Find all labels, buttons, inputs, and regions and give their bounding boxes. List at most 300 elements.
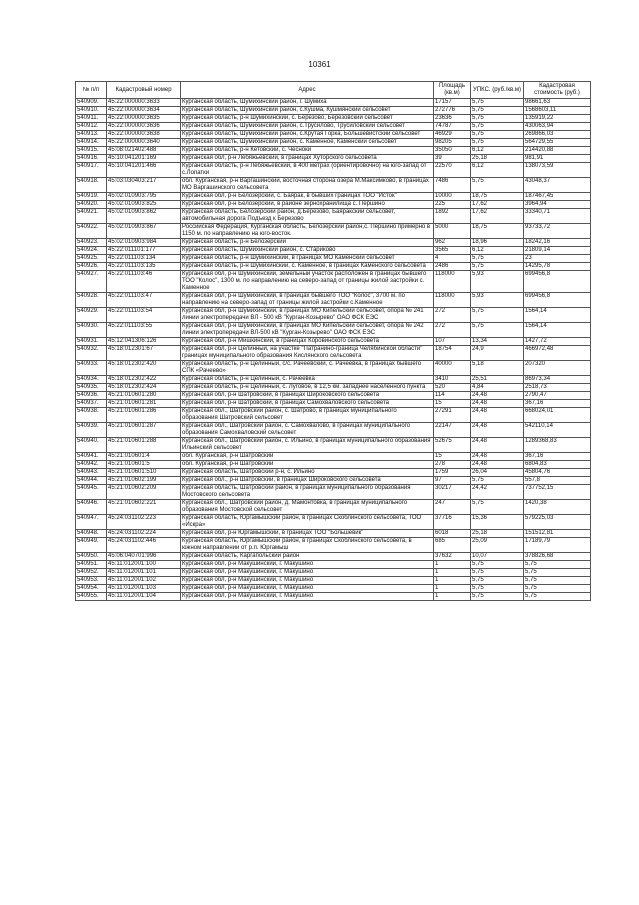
area-cell: 7486 [434,178,471,193]
cadastral-value-cell: 86973,34 [524,376,591,384]
cadastral-number-cell: 45:21:010602:221 [107,500,181,515]
address-cell: Курганская обл, р-н Макушинский, г. Макушино [181,577,434,585]
row-number-cell: 540946. [76,500,107,515]
upks-cell: 25,18 [471,155,524,163]
cadastral-value-cell: 378826,68 [524,553,591,561]
area-cell: 10000 [434,193,471,201]
upks-cell: 24,48 [471,392,524,400]
area-cell: 98205 [434,139,471,147]
cadastral-number-cell: 45:18:012302:422 [107,376,181,384]
upks-cell: 13,34 [471,338,524,346]
cadastral-number-cell: 45:24:031102:224 [107,530,181,538]
table-row [76,178,591,193]
cadastral-number-cell: 45:22:011103:135 [107,263,181,271]
address-cell: обл. Курганская, р-н Варгашинский, восточная сторона озера М.Максимково, в границах МО Варгашинского сельсовета [181,178,434,193]
cadastral-value-cell: 21809,14 [524,247,591,255]
area-cell: 23636 [434,115,471,123]
area-cell: 4 [434,255,471,263]
cadastral-number-cell: 45:18:012302:420 [107,361,181,376]
area-cell: 15 [434,400,471,408]
address-cell: Курганская обл., р-н Шатровский, в границах Широковского сельсовета [181,477,434,485]
cadastral-number-cell: 45:22:011103:46 [107,271,181,293]
upks-cell: 5,75 [471,585,524,593]
row-number-cell: 540917. [76,163,107,178]
address-cell: Курганская обл, р-н Шатровский, в границах Широковского сельсовета [181,392,434,400]
cadastral-value-cell: 1568603,11 [524,107,591,115]
cadastral-number-cell: 45:21:010601:5 [107,461,181,469]
area-cell: 30217 [434,485,471,500]
upks-cell: 24,9 [471,346,524,361]
upks-cell: 24,48 [471,461,524,469]
table-row [76,423,591,438]
row-number-cell: 540937. [76,400,107,408]
area-cell: 962 [434,239,471,247]
address-cell: Курганская обл, р-н Макушинский, г. Макушино [181,593,434,601]
cadastral-number-cell: 45:21:010601:286 [107,408,181,423]
table-row [76,500,591,515]
area-cell: 97 [434,477,471,485]
address-cell: обл. Курганская, р-н Шатровский [181,461,434,469]
upks-cell: 4,84 [471,384,524,392]
upks-cell: 5,75 [471,123,524,131]
row-number-cell: 540948. [76,530,107,538]
area-cell: 1892 [434,209,471,224]
cadastral-value-cell: 2518,73 [524,384,591,392]
address-cell: Курганская обл, р-н Белозерский, в районе зернохранилища с. Першино [181,201,434,209]
cadastral-number-cell: 45:02:010903:867 [107,224,181,239]
row-number-cell: 540918. [76,178,107,193]
address-cell: Курганская область, Шатровский район, в границах муниципального образования Мостовского сельсовета [181,485,434,500]
cadastral-number-cell: 45:12:041306:126 [107,338,181,346]
cadastral-number-cell: 45:02:010903:825 [107,201,181,209]
cadastral-value-cell: 33340,71 [524,209,591,224]
cadastral-value-cell: 668024,01 [524,408,591,423]
address-cell: Курганская обл, р-н Макушинский, г. Макушино [181,569,434,577]
upks-cell: 5,75 [471,263,524,271]
upks-cell: 5,75 [471,107,524,115]
address-cell: Курганская область, р-н Кетовский, с. Чесноки [181,147,434,155]
area-cell: 685 [434,538,471,553]
table-row [76,477,591,485]
table-row [76,376,591,384]
cadastral-value-cell: 6804,83 [524,461,591,469]
cadastral-value-cell: 542110,14 [524,423,591,438]
cadastral-value-cell: 17189,79 [524,538,591,553]
cadastral-number-cell: 45:24:031102:223 [107,515,181,530]
area-cell: 272 [434,323,471,338]
area-cell: 1759 [434,469,471,477]
page-number: 10361 [308,60,331,69]
cadastral-value-cell: 5,75 [524,569,591,577]
cadastral-value-cell: 5,75 [524,561,591,569]
cadastral-number-cell: 45:22:000000:3638 [107,131,181,139]
table-row [76,201,591,209]
area-cell: 15 [434,453,471,461]
row-number-cell: 540910. [76,107,107,115]
table-row [76,469,591,477]
upks-cell: 18,75 [471,193,524,201]
upks-cell: 25,18 [471,530,524,538]
upks-cell: 5,75 [471,255,524,263]
area-cell: 1 [434,577,471,585]
upks-cell: 5,75 [471,500,524,515]
row-number-cell: 540919. [76,193,107,201]
row-number-cell: 540938. [76,408,107,423]
row-number-cell: 540924. [76,247,107,255]
cadastral-value-cell: 1289368,83 [524,438,591,453]
cadastral-number-cell: 45:22:011103:47 [107,293,181,308]
cadastral-number-cell: 45:11:012001:103 [107,585,181,593]
row-number-cell: 540951. [76,561,107,569]
cadastral-number-cell: 45:11:012001:102 [107,577,181,585]
area-cell: 27291 [434,408,471,423]
cadastral-number-cell: 45:11:012001:101 [107,569,181,577]
upks-cell: 18,75 [471,224,524,239]
area-cell: 40000 [434,361,471,376]
table-row [76,323,591,338]
table-row [76,193,591,201]
cadastral-value-cell: 43048,37 [524,178,591,193]
address-cell: Курганская область, Белозерский район, д.Березово, Баяракский сельсовет, автомобильная дорога Подъезд к Березово [181,209,434,224]
header-upks: УПКС. (руб./кв.м) [471,82,524,99]
area-cell: 37632 [434,553,471,561]
upks-cell: 5,75 [471,477,524,485]
upks-cell: 5,18 [471,361,524,376]
table-row [76,263,591,271]
cadastral-value-cell: 1564,14 [524,308,591,323]
cadastral-number-cell: 45:24:031102:446 [107,538,181,553]
upks-cell: 6,12 [471,163,524,178]
address-cell: Курганская область, р-н Лебяжьевский, в 400 метрах (ориентировочно) на юго-запад от с.Лопатки [181,163,434,178]
table-row [76,438,591,453]
table-row [76,408,591,423]
row-number-cell: 540921. [76,209,107,224]
area-cell: 520 [434,384,471,392]
cadastral-value-cell: 45804,76 [524,469,591,477]
upks-cell: 5,93 [471,293,524,308]
cadastral-number-cell: 45:22:000000:3633 [107,99,181,107]
upks-cell: 5,75 [471,115,524,123]
area-cell: 35050 [434,147,471,155]
area-cell: 1 [434,569,471,577]
area-cell: 3410 [434,376,471,384]
table-row [76,593,591,601]
area-cell: 1 [434,561,471,569]
address-cell: Курганская обл., Шатровский район, д. Мамонтовка, в границах муниципального образования Мостовской сельсовет [181,500,434,515]
area-cell: 3565 [434,247,471,255]
row-number-cell: 540914. [76,139,107,147]
table-row [76,247,591,255]
address-cell: Курганская область, р-н Шумихинский, с. Березово, Березовский сельсовет [181,115,434,123]
row-number-cell: 540932. [76,346,107,361]
cadastral-number-cell: 45:18:012301:67 [107,346,181,361]
address-cell: Курганская область, Шумихинский район, с. Каменное, Каменский сельсовет [181,139,434,147]
cadastral-number-cell: 45:21:010601:281 [107,400,181,408]
address-cell: Курганская обл, р-н Шумихинский, земельный участок расположен в границах бывшего ТОО "Колос", 1300 м. по направлению на северо-запад от границы жилой застройки с. Каменное [181,271,434,293]
row-number-cell: 540953. [76,577,107,585]
cadastral-value-cell: 23 [524,255,591,263]
cadastral-number-cell: 45:22:000000:3634 [107,107,181,115]
cadastral-number-cell: 45:22:011103:134 [107,255,181,263]
area-cell: 18754 [434,346,471,361]
address-cell: Курганская обл, р-н Макушинский, г. Макушино [181,561,434,569]
table-row [76,485,591,500]
address-cell: Курганская область, Каргапольский район [181,553,434,561]
row-number-cell: 540909. [76,99,107,107]
row-number-cell: 540926. [76,263,107,271]
cadastral-value-cell: 579225,03 [524,515,591,530]
table-row [76,569,591,577]
upks-cell: 5,75 [471,131,524,139]
upks-cell: 17,62 [471,201,524,209]
row-number-cell: 540945. [76,485,107,500]
cadastral-number-cell: 45:21:010601:287 [107,423,181,438]
area-cell: 1 [434,585,471,593]
row-number-cell: 540931. [76,338,107,346]
cadastral-value-cell: 5,75 [524,577,591,585]
address-cell: Курганская область, Шумихинский район, с. Стариково [181,247,434,255]
address-cell: Курганская область, Шумихинский район, г. Шумиха [181,99,434,107]
upks-cell: 18,96 [471,239,524,247]
cadastral-value-cell: 430063,94 [524,123,591,131]
area-cell: 225 [434,201,471,209]
cadastral-value-cell: 367,16 [524,400,591,408]
cadastral-value-cell: 557,8 [524,477,591,485]
table-row [76,553,591,561]
row-number-cell: 540927. [76,271,107,293]
upks-cell: 5,75 [471,577,524,585]
address-cell: Курганская область, Юргамышский район, в границах Скоблинского сельсовета, в южном направлении от р.п. Юргамыш [181,538,434,553]
address-cell: Курганская обл, р-н Макушинский, г. Макушино [181,585,434,593]
row-number-cell: 540939. [76,423,107,438]
address-cell: обл. Курганская, р-н Шатровский [181,453,434,461]
cadastral-number-cell: 45:11:012001:104 [107,593,181,601]
table-row [76,123,591,131]
cadastral-value-cell: 1427,72 [524,338,591,346]
cadastral-value-cell: 1420,38 [524,500,591,515]
upks-cell: 24,48 [471,453,524,461]
cadastral-number-cell: 45:21:010601:4 [107,453,181,461]
cadastral-value-cell: 3964,94 [524,201,591,209]
cadastral-value-cell: 5,75 [524,593,591,601]
cadastral-value-cell: 699456,8 [524,293,591,308]
upks-cell: 24,48 [471,423,524,438]
address-cell: Курганская обл, р-н Целинный, на участке "Патранино-граница Челябинской области" границах муниципального образования Кислянского сельсовета [181,346,434,361]
row-number-cell: 540913. [76,131,107,139]
table-row [76,131,591,139]
cadastral-number-cell: 45:22:000000:3636 [107,123,181,131]
cadastral-value-cell: 2790,47 [524,392,591,400]
table-row [76,361,591,376]
address-cell: Курганская область, р-н Шумихинский, с. Каменное, в границах Каменского сельсовета [181,263,434,271]
table-row [76,107,591,115]
row-number-cell: 540950. [76,553,107,561]
row-number-cell: 540940. [76,438,107,453]
table-row [76,139,591,147]
table-row [76,461,591,469]
cadastral-number-cell: 45:03:030403:217 [107,178,181,193]
table-row [76,163,591,178]
area-cell: 17157 [434,99,471,107]
row-number-cell: 540911. [76,115,107,123]
upks-cell: 6,12 [471,147,524,155]
cadastral-value-cell: 737752,15 [524,485,591,500]
table-row [76,99,591,107]
table-row [76,255,591,263]
area-cell: 2486 [434,263,471,271]
address-cell: Курганская область, р-н Целинный, с. Рачеевка [181,376,434,384]
cadastral-value-cell: 207320 [524,361,591,376]
table-row [76,515,591,530]
cadastral-number-cell: 45:11:012001:100 [107,561,181,569]
upks-cell: 24,42 [471,485,524,500]
cadastral-number-cell: 45:21:010602:209 [107,485,181,500]
row-number-cell: 540920. [76,201,107,209]
address-cell: Курганская обл, р-н Шатровский, в границах Самохваловского сельсовета [181,400,434,408]
upks-cell: 5,75 [471,561,524,569]
cadastral-number-cell: 45:06:040701:996 [107,553,181,561]
address-cell: Курганская обл, р-н Мишкинский, в границах Коровинского сельсовета [181,338,434,346]
area-cell: 118000 [434,271,471,293]
row-number-cell: 540923. [76,239,107,247]
row-number-cell: 540944. [76,477,107,485]
row-number-cell: 540916. [76,155,107,163]
address-cell: Курганская обл., Шатровский район, с. Ильино, в границах муниципального образования Ильинский сельсовет [181,438,434,453]
table-row [76,453,591,461]
table-row [76,384,591,392]
area-cell: 272 [434,308,471,323]
cadastral-value-cell: 151512,81 [524,530,591,538]
header-cadastral-number: Кадастровый номер [107,82,181,99]
table-row [76,346,591,361]
cadastral-value-cell: 699456,8 [524,271,591,293]
area-cell: 52675 [434,438,471,453]
area-cell: 22147 [434,423,471,438]
upks-cell: 24,48 [471,408,524,423]
area-cell: 39 [434,155,471,163]
upks-cell: 5,75 [471,308,524,323]
upks-cell: 26,04 [471,469,524,477]
upks-cell: 25,09 [471,538,524,553]
header-area: Площадь (кв.м) [434,82,471,99]
row-number-cell: 540955. [76,593,107,601]
row-number-cell: 540915. [76,147,107,155]
row-number-cell: 540949. [76,538,107,553]
row-number-cell: 540928. [76,293,107,308]
address-cell: Курганская обл., Шатровский район, с. Шатрово, в границах муниципального образования Шатровский сельсовет [181,408,434,423]
table-row [76,147,591,155]
row-number-cell: 540941. [76,453,107,461]
table-row [76,530,591,538]
row-number-cell: 540912. [76,123,107,131]
row-number-cell: 540930. [76,323,107,338]
cadastral-table [75,81,591,601]
upks-cell: 5,75 [471,593,524,601]
cadastral-value-cell: 187467,45 [524,193,591,201]
header-address: Адрес [181,82,434,99]
address-cell: Курганская область, Шумихинский район, с.Крутая Горка, Большевистский сельсовет [181,131,434,139]
address-cell: Курганская область, Шатровский р-н, с. Ильино [181,469,434,477]
table-row [76,224,591,239]
cadastral-value-cell: 98661,63 [524,99,591,107]
cadastral-number-cell: 45:10:041201:466 [107,163,181,178]
table-row [76,115,591,123]
address-cell: Курганская область, Юргамышский район, в границах Скоблинского сельсовета, ТОО «Искра» [181,515,434,530]
area-cell: 107 [434,338,471,346]
cadastral-number-cell: 45:22:011103:54 [107,308,181,323]
row-number-cell: 540954. [76,585,107,593]
area-cell: 278 [434,461,471,469]
upks-cell: 24,48 [471,400,524,408]
upks-cell: 5,93 [471,271,524,293]
cadastral-number-cell: 45:22:011101:177 [107,247,181,255]
table-header-row [76,82,591,99]
cadastral-value-cell: 367,16 [524,453,591,461]
cadastral-number-cell: 45:08:021402:488 [107,147,181,155]
cadastral-value-cell: 5,75 [524,585,591,593]
cadastral-number-cell: 45:21:010601:510 [107,469,181,477]
cadastral-value-cell: 564729,55 [524,139,591,147]
table-row [76,338,591,346]
cadastral-value-cell: 981,91 [524,155,591,163]
address-cell: Российская Федерация, Курганская область, Белозерский район,с. Першино примерно в 1150 м. по направлению на юго-восток. [181,224,434,239]
upks-cell: 5,75 [471,139,524,147]
cadastral-number-cell: 45:10:041201:169 [107,155,181,163]
address-cell: Курганская обл, р-н Юргамышский, в границах ТОО "Большевик" [181,530,434,538]
area-cell: 6018 [434,530,471,538]
area-cell: 118000 [434,293,471,308]
row-number-cell: 540942. [76,461,107,469]
address-cell: Курганская область, р-н Целинный, с. Луговое, в 12,5 км. западнее населенного пункта [181,384,434,392]
cadastral-number-cell: 45:22:000000:3635 [107,115,181,123]
table-row [76,308,591,323]
upks-cell: 10,07 [471,553,524,561]
header-number: № п/п [76,82,107,99]
upks-cell: 5,75 [471,178,524,193]
row-number-cell: 540943. [76,469,107,477]
row-number-cell: 540936. [76,392,107,400]
upks-cell: 6,12 [471,247,524,255]
cadastral-number-cell: 45:21:010602:199 [107,477,181,485]
area-cell: 272776 [434,107,471,115]
upks-cell: 5,75 [471,569,524,577]
cadastral-number-cell: 45:22:000000:3640 [107,139,181,147]
row-number-cell: 540933. [76,361,107,376]
cadastral-number-cell: 45:02:010903:984 [107,239,181,247]
area-cell: 46929 [434,131,471,139]
header-cadastral-value: Кадастровая стоимость (руб.) [524,82,591,99]
table-row [76,538,591,553]
upks-cell: 25,51 [471,376,524,384]
address-cell: Курганская область, Шумихинский район, с.Кушма, Кушмянский сельсовет [181,107,434,115]
row-number-cell: 540947. [76,515,107,530]
cadastral-value-cell: 138073,59 [524,163,591,178]
area-cell: 114 [434,392,471,400]
cadastral-number-cell: 45:21:010601:280 [107,392,181,400]
cadastral-number-cell: 45:21:010601:288 [107,438,181,453]
cadastral-value-cell: 269866,03 [524,131,591,139]
address-cell: Курганская область, р-н Шумихинский, в границах МО Каменский сельсовет [181,255,434,263]
address-cell: Курганская область, р-н Целинный, с/с. Рачеевский, с. Рачеевка, в границах бывшего СПК «Рачеево» [181,361,434,376]
table-row [76,239,591,247]
cadastral-value-cell: 14295,78 [524,263,591,271]
cadastral-value-cell: 1564,14 [524,323,591,338]
area-cell: 74787 [434,123,471,131]
cadastral-value-cell: 214420,88 [524,147,591,155]
area-cell: 22570 [434,163,471,178]
cadastral-value-cell: 466972,48 [524,346,591,361]
cadastral-number-cell: 45:22:011103:55 [107,323,181,338]
